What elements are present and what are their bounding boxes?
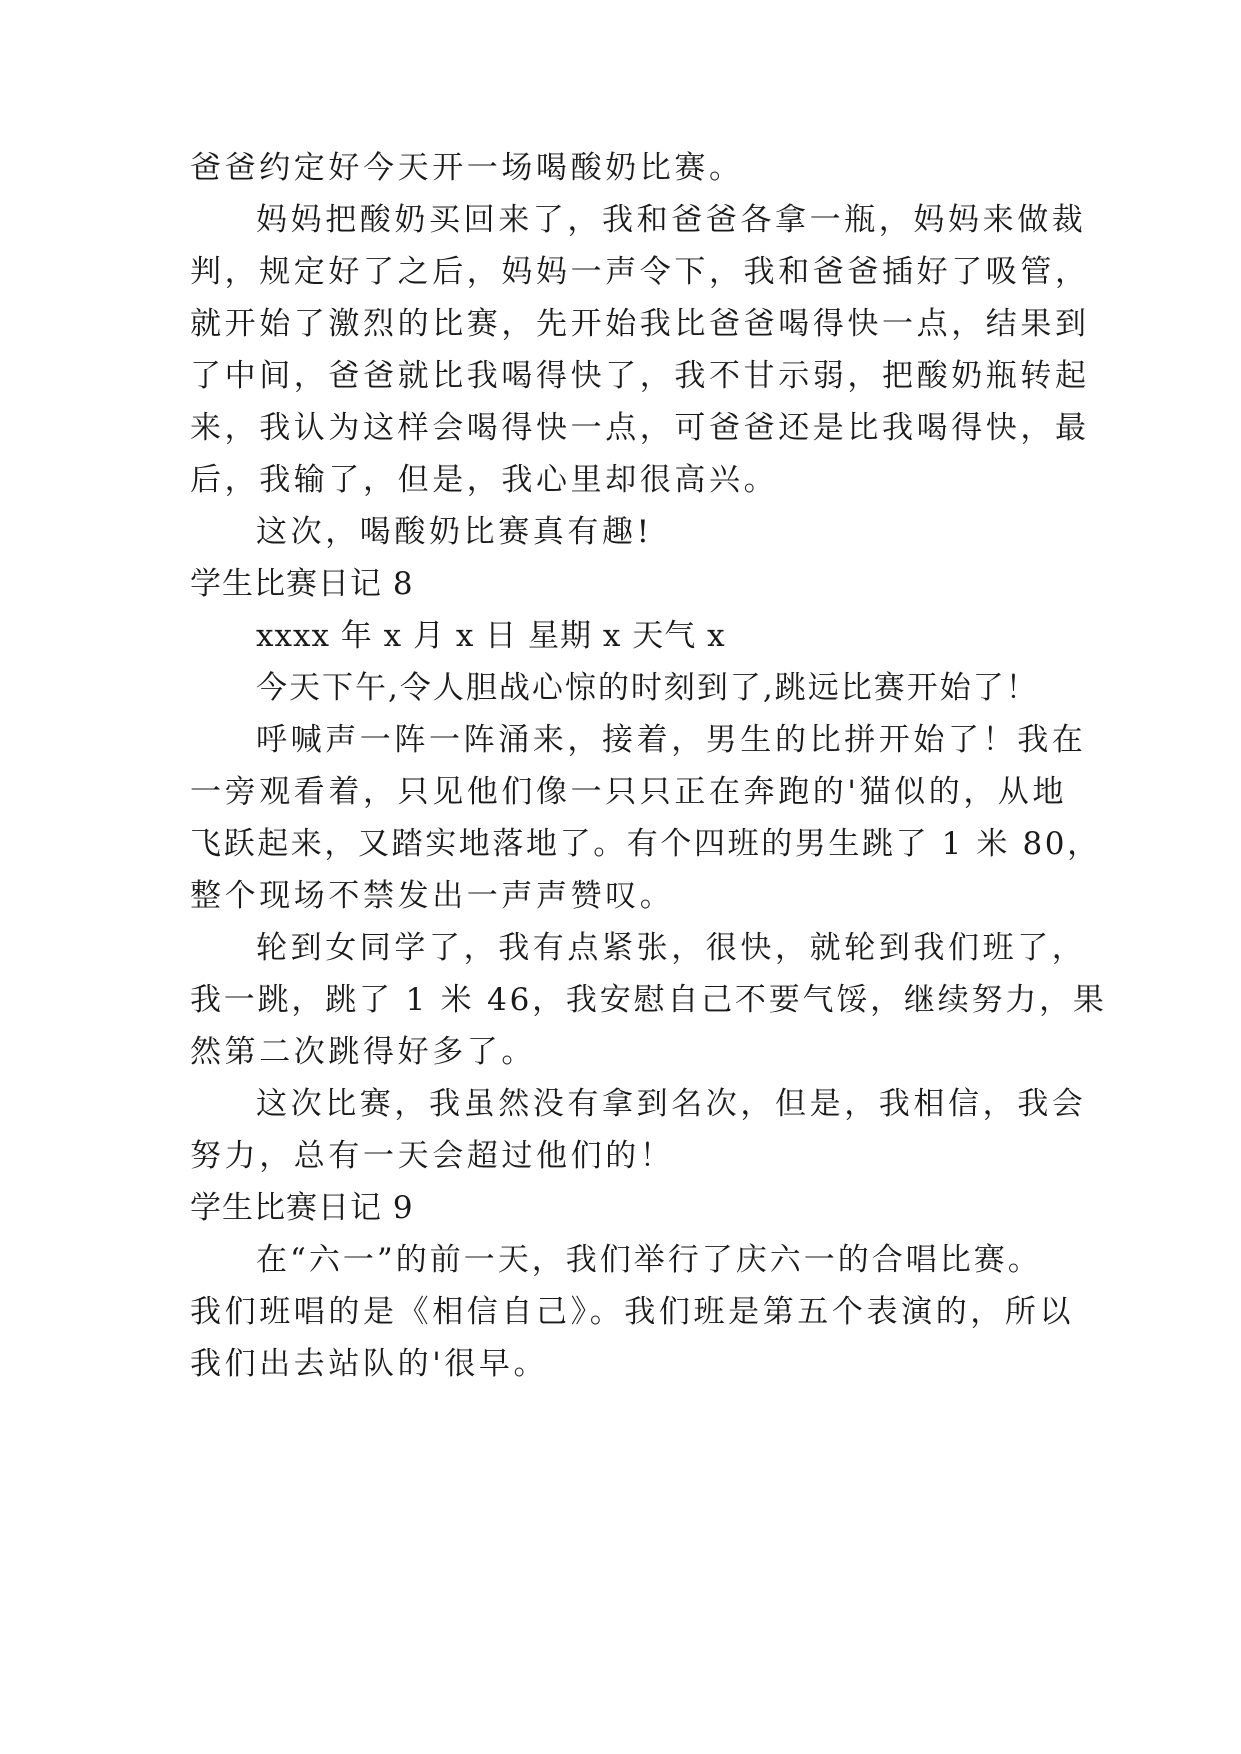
paragraph-line: 我们出去站队的'很早。 <box>190 1346 549 1382</box>
paragraph-line: 努力，总有一天会超过他们的！ <box>190 1138 675 1174</box>
paragraph-line: 爸爸约定好今天开一场喝酸奶比赛。 <box>190 150 744 186</box>
paragraph-line: 呼喊声一阵一阵涌来，接着，男生的比拼开始了！我在 <box>256 722 1087 758</box>
paragraph-line: 了中间，爸爸就比我喝得快了，我不甘示弱，把酸奶瓶转起 <box>190 358 1090 394</box>
date-line: xxxx 年 x 月 x 日 星期 x 天气 x <box>256 618 726 654</box>
paragraph-line: 在“六一”的前一天，我们举行了庆六一的合唱比赛。 <box>256 1242 1042 1278</box>
paragraph-line: 来，我认为这样会喝得快一点，可爸爸还是比我喝得快，最 <box>190 410 1090 446</box>
paragraph-line: 整个现场不禁发出一声声赞叹。 <box>190 878 675 914</box>
paragraph-line: 判，规定好了之后，妈妈一声令下，我和爸爸插好了吸管， <box>190 254 1090 290</box>
paragraph-line: 飞跃起来，又踏实地落地了。有个四班的男生跳了 1 米 80， <box>190 826 1101 862</box>
paragraph-line: 这次，喝酸奶比赛真有趣! <box>256 514 653 550</box>
paragraph-line: 轮到女同学了，我有点紧张，很快，就轮到我们班了， <box>256 930 1087 966</box>
paragraph-line: 然第二次跳得好多了。 <box>190 1034 536 1070</box>
paragraph-line: 就开始了激烈的比赛，先开始我比爸爸喝得快一点，结果到 <box>190 306 1090 342</box>
paragraph-line: 今天下午,令人胆战心惊的时刻到了,跳远比赛开始了！ <box>256 670 1039 706</box>
section-heading: 学生比赛日记 9 <box>190 1190 414 1226</box>
paragraph-line: 我们班唱的是《相信自己》。我们班是第五个表演的，所以 <box>190 1294 1075 1330</box>
paragraph-line: 我一跳，跳了 1 米 46，我安慰自己不要气馁，继续努力，果 <box>190 982 1107 1018</box>
paragraph-line: 后，我输了，但是，我心里却很高兴。 <box>190 462 779 498</box>
paragraph-line: 妈妈把酸奶买回来了，我和爸爸各拿一瓶，妈妈来做裁 <box>256 202 1087 238</box>
paragraph-line: 一旁观看着，只见他们像一只只正在奔跑的'猫似的，从地 <box>190 774 1068 810</box>
section-heading: 学生比赛日记 8 <box>190 566 414 602</box>
paragraph-line: 这次比赛，我虽然没有拿到名次，但是，我相信，我会 <box>256 1086 1087 1122</box>
